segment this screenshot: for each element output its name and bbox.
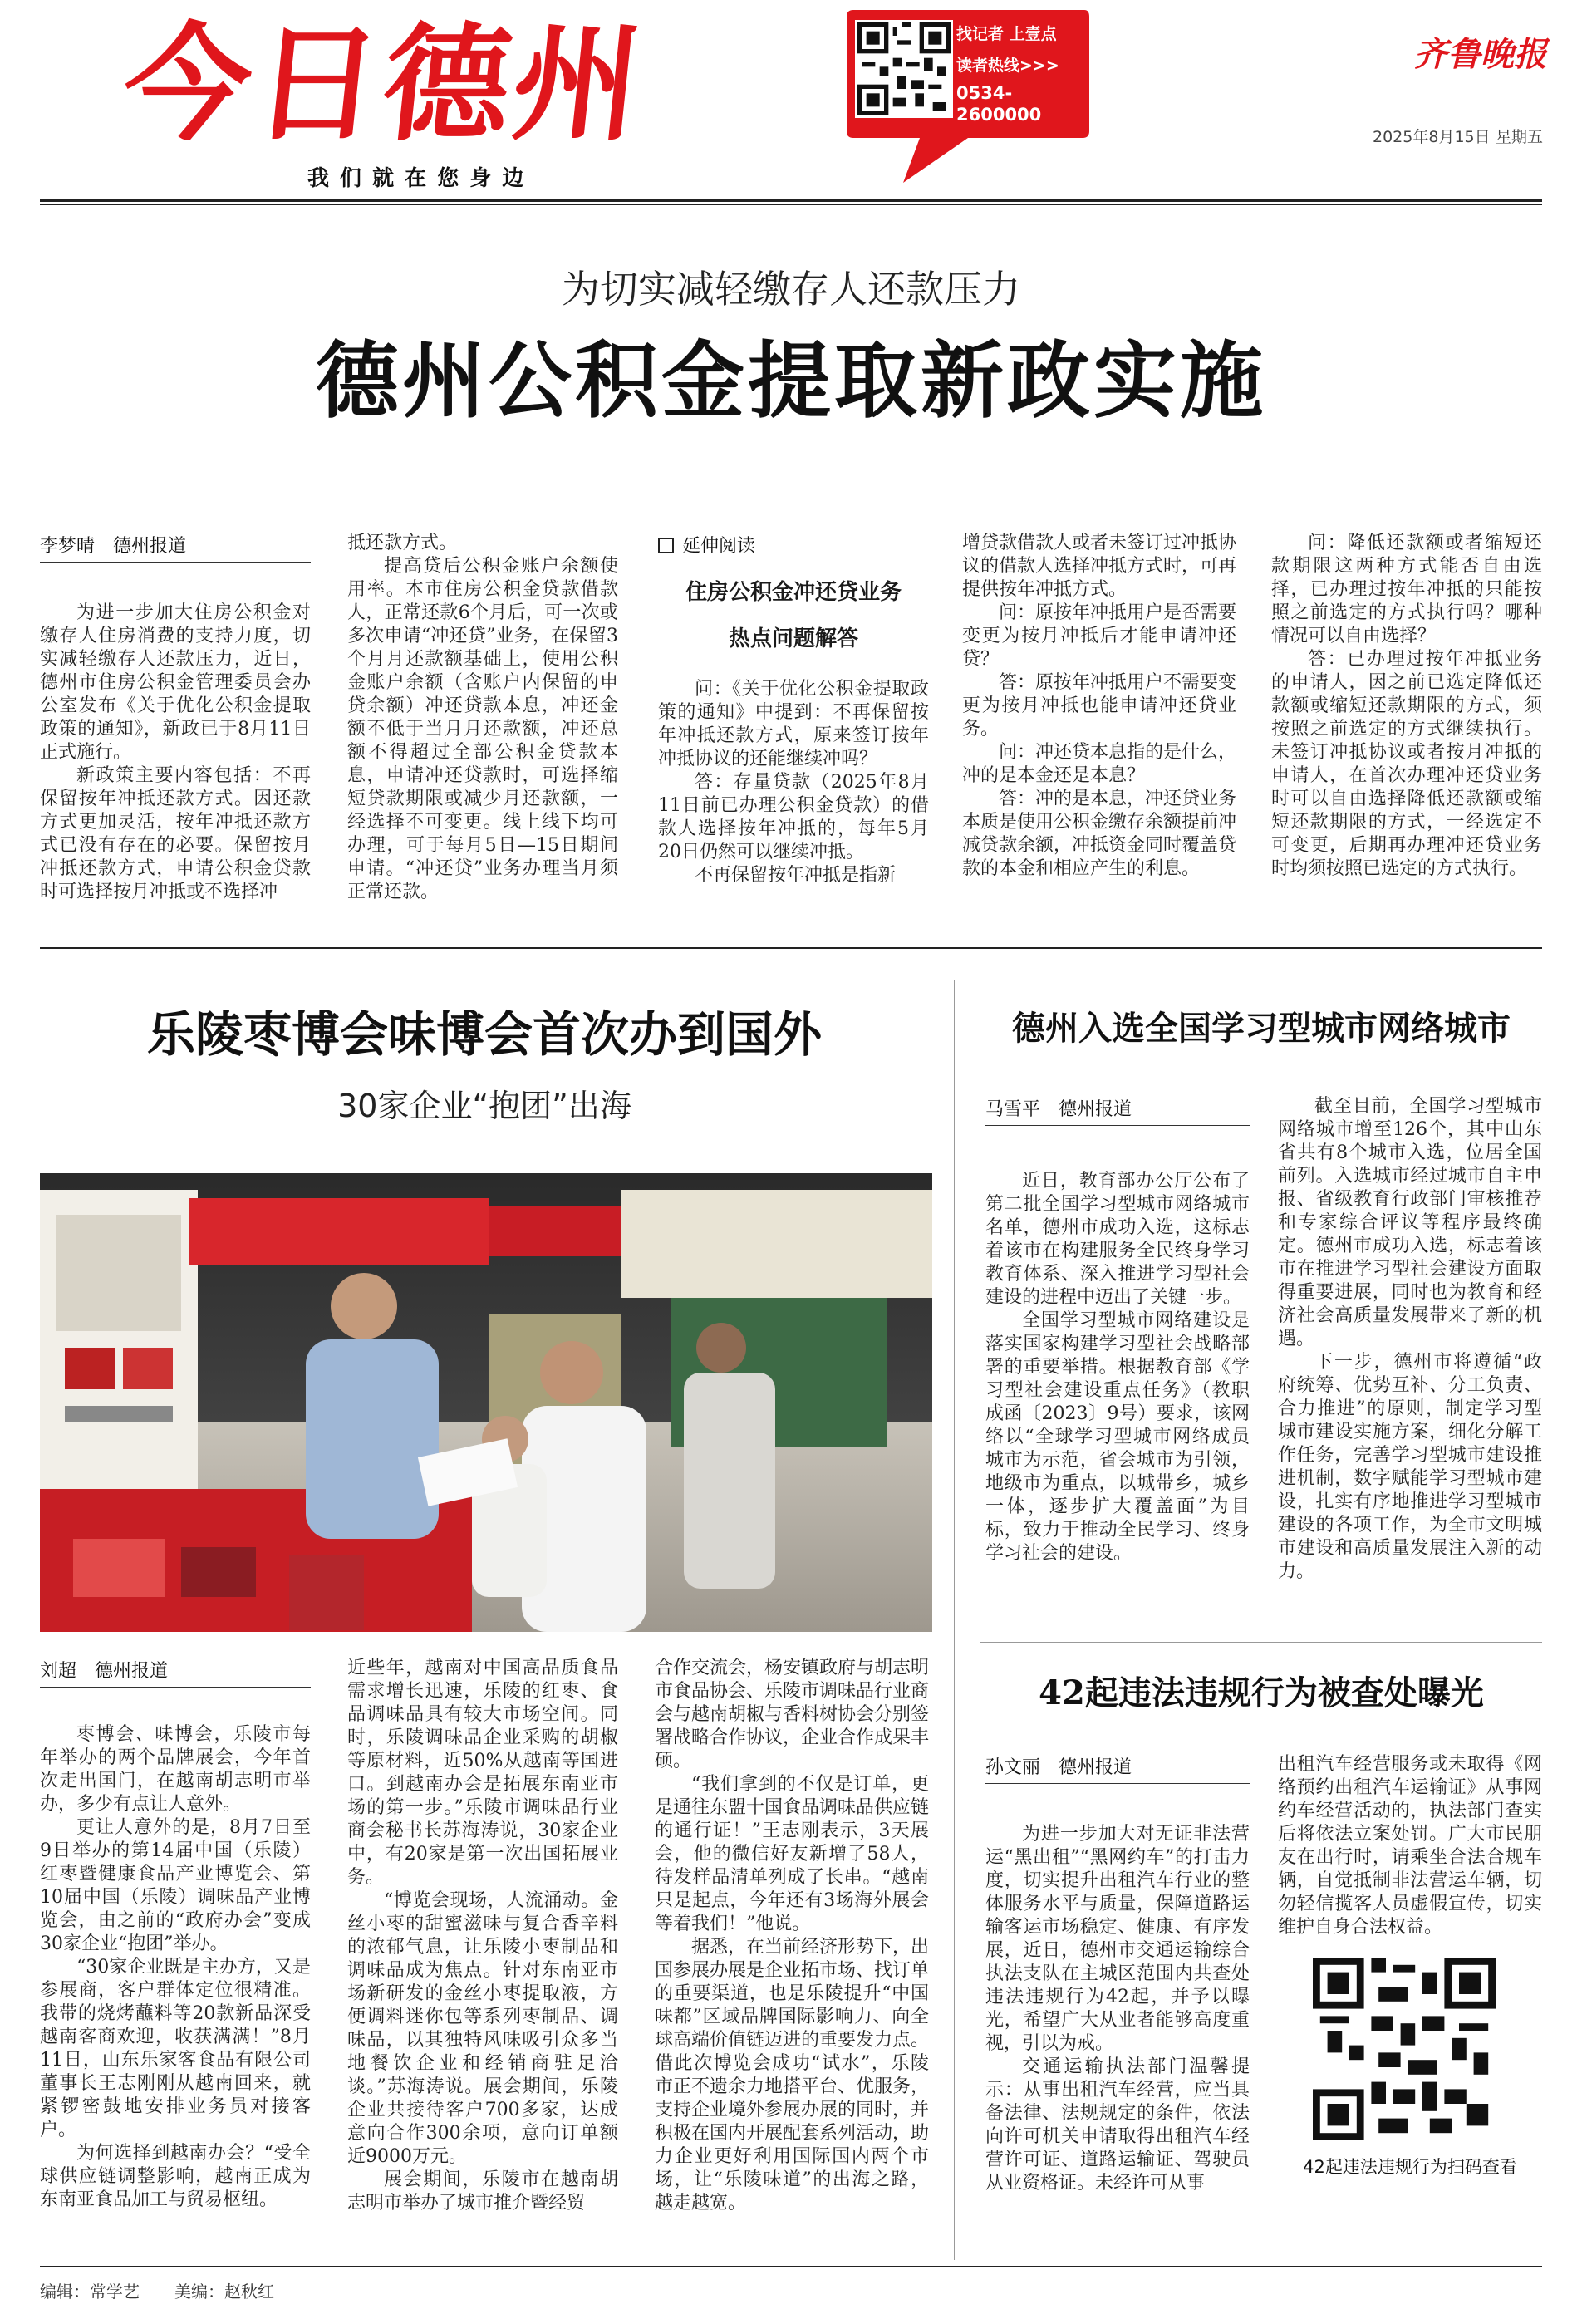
illegal-byline: 孙文丽 德州报道 [985,1757,1132,1778]
issue-weekday: 星期五 [1496,128,1544,146]
expo-subhead: 30家企业“抱团”出海 [337,1088,631,1124]
expo-photo [40,1173,932,1632]
paragraph: 枣博会、味博会，乐陵市每年举办的两个品牌展会，今年首次走出国门，在越南胡志明市举办，多少有点让人意外。 [40,1724,311,1815]
expo-headline: 乐陵枣博会味博会首次办到国外 [146,1006,822,1063]
learning-byline: 马雪平 德州报道 [985,1099,1132,1120]
square-icon [658,538,674,553]
issue-date: 2025年8月15日 [1373,128,1491,146]
paragraph: 近些年，越南对中国高品质食品需求增长迅速，乐陵的红枣、食品调味品具有较大市场空间。同时，乐陵调味品企业采购的胡椒等原材料，近50%从越南等国进口。到越南办会是拓展东南亚市场的第一步。”乐陵市调味品行业商会秘书长苏海涛说，30家企业中，有20家是第一次出国拓展业务。 [347,1658,618,1888]
expo-scene-image [40,1173,932,1632]
paragraph: 抵还款方式。 [347,533,458,553]
sidebar-label-text: 延伸阅读 [682,536,756,557]
paragraph: 答：存量贷款（2025年8月11日前已办理公积金贷款）的借款人选择按年冲抵的，每年5月20日仍然可以继续冲抵。 [658,772,929,862]
paragraph: 不再保留按年冲抵是指新 [695,865,897,886]
byline-rule [40,1687,311,1688]
byline-rule [985,1125,1250,1126]
lead-col-5 [1271,532,1542,881]
paragraph: 下一步，德州市将遵循“政府统筹、优势互补、分工负责、合力推进”的原则，制定学习型城市建设实施方案，细化分解工作任务，完善学习型城市建设推进机制，数字赋能学习型城市建设，扎实有序地推进学习型城市建设的各项工作，为全市文明城市建设和高质量发展注入新的动力。 [1278,1352,1542,1582]
byline-rule [985,1783,1250,1784]
paragraph: 为进一步加大对无证非法营运“黑出租”“黑网约车”的打击力度，切实提升出租汽车行业的整体服务水平与质量，保障道路运输客运市场稳定、健康、有序发展，近日，德州市交通运输综合执法支队在主城区范围内共查处违法违规行为42起，并予以曝光，希望广大从业者能够高度重视，引以为戒。 [985,1824,1250,2054]
learning-col-2 [1278,1095,1542,1584]
footer-editor: 编辑：常学艺 [40,2282,140,2302]
masthead-slogan: 我 们 就 在 您 身 边 [307,166,526,191]
column-divider [954,980,955,2260]
lead-byline: 李梦晴 德州报道 [40,536,187,557]
masthead-rule [40,199,1542,202]
hotline-number-2: 2600000 [956,105,1042,125]
lead-col-1 [40,602,311,904]
lead-col-2 [347,532,618,904]
paragraph: 新政策主要内容包括：不再保留按年冲抵还款方式。因还款方式更加灵活，按年冲抵还款方式已没有存在的必要。保留按月冲抵还款方式，申请公积金贷款时可选择按月冲抵或不选择冲 [40,765,311,902]
sidebar-label [658,532,755,558]
section-divider [40,947,1542,949]
reporter-bubble [843,7,1093,185]
paragraph: 据悉，在当前经济形势下，出国参展办展是企业拓市场、找订单的重要渠道，也是乐陵提升“中国味都”区域品牌国际影响力、向全球高端价值链迈进的重要发力点。借此次博览会成功“试水”，乐陵市正不遗余力地搭平台、优服务，支持企业境外参展办展的同时，并积极在国内开展配套系列活动，助力企业更好利用国际国内两个市场，让“乐陵味道”的出海之路，越走越宽。 [655,1937,930,2213]
expo-byline: 刘超 德州报道 [40,1661,169,1682]
paragraph: 问：《关于优化公积金提取政策的通知》中提到：不再保留按年冲抵还款方式，原来签订按年冲抵协议的还能继续冲吗？ [658,679,929,769]
sidebar-title-2: 热点问题解答 [728,626,858,651]
paragraph: 答：原按年冲抵用户不需要变更为按月冲抵也能申请冲还贷业务。 [962,672,1237,739]
illegal-col-1 [985,1823,1250,2195]
lead-col-3 [658,678,929,887]
paragraph: 增贷款借款人或者未签订过冲抵协议的借款人选择冲抵方式时，可再提供按年冲抵方式。 [962,533,1237,600]
lead-col-4 [962,532,1236,881]
paragraph: 出租汽车经营服务或未取得《网络预约出租汽车运输证》从事网约车经营活动的，执法部门查实后将依法立案处罚。广大市民朋友在出行时，请乘坐合法合规车辆，自觉抵制非法营运车辆，切勿轻信揽客人员虚假宣传，切实维护自身合法权益。 [1278,1754,1542,1938]
paragraph: 问：降低还款额或者缩短还款期限这两种方式能否自由选择，已办理过按年冲抵的只能按照之前选定的方式执行吗？哪种情况可以自由选择？ [1271,533,1542,646]
paragraph: 交通运输执法部门温馨提示：从事出租汽车经营，应当具备法律、法规规定的条件，依法向许可机关申请取得出租汽车经营许可证、道路运输证、驾驶员从业资格证。未经许可从事 [985,2056,1250,2194]
masthead-title: 今日德州 [116,11,651,158]
paragraph: “我们拿到的不仅是订单，更是通往东盟十国食品调味品供应链的通行证！”王志刚表示，3天展会，他的微信好友新增了58人，待发样品清单列成了长串。“越南只是起点，今年还有3场海外展会等着我们！”他说。 [655,1774,930,1934]
paragraph: 更让人意外的是，8月7日至9日举办的第14届中国（乐陵）红枣暨健康食品产业博览会、第10届中国（乐陵）调味品产业博览会，由之前的“政府办会”变成30家企业“抱团”举办。 [40,1817,311,1954]
paragraph: 截至目前，全国学习型城市网络城市增至126个，其中山东省共有8个城市入选，位居全国前列。入选城市经过城市自主申报、省级教育行政部门审核推荐和专家综合评议等程序最终确定。德州市成功入选，标志着该市在推进学习型社会建设方面取得重要进展，同时也为教育和经济社会高质量发展带来了新的机遇。 [1278,1096,1542,1349]
paragraph: 提高贷后公积金账户余额使用率。本市住房公积金贷款借款人，正常还款6个月后，可一次或多次申请“冲还贷”业务，在保留3个月月还款额基础上，使用公积金账户余额（含账户内保留的申贷余额）冲还贷款本息，冲还金额不低于当月月还款额，冲还总额不得超过全部公积金贷款本息，申请冲还贷款时，可选择缩短贷款期限或减少月还款额，一经选择不可变更。线上线下均可办理，可于每月5日—15日期间申请。“冲还贷”业务办理当月须正常还款。 [347,556,618,902]
paragraph: 展会期间，乐陵市在越南胡志明市举办了城市推介暨经贸 [347,2169,618,2213]
masthead-rule-thin [40,204,1542,205]
expo-col-1 [40,1723,311,2212]
paragraph: 全国学习型城市网络建设是落实国家构建学习型社会战略部署的重要举措。根据教育部《学习型社会建设重点任务》（教职成函〔2023〕9号）要求，该网络以“全球学习型城市网络成员城市为示范，省会城市为引领，地级市为重点，以城带乡，城乡一体，逐步扩大覆盖面”为目标，致力于推动全民学习、终身学习社会的建设。 [985,1310,1250,1564]
paragraph: 合作交流会，杨安镇政府与胡志明市食品协会、乐陵市调味品行业商会与越南胡椒与香料树协会分别签署战略合作协议，企业合作成果丰硕。 [655,1658,930,1771]
reporter-label: 找记者 上壹点 [956,25,1057,43]
illegal-qr-code[interactable] [1313,1958,1496,2140]
qr-caption: 42起违法违规行为扫码查看 [1303,2157,1517,2177]
paper-name: 齐鲁晚报 [1414,35,1547,74]
paragraph: 问：冲还贷本息指的是什么，冲的是本金还是本息？ [962,742,1237,786]
illegal-col-2 [1278,1753,1542,1939]
masthead [0,0,1582,216]
learning-headline: 德州入选全国学习型城市网络城市 [1012,1009,1511,1048]
paragraph: 为何选择到越南办会？“受全球供应链调整影响，越南正成为东南亚食品加工与贸易枢纽。 [40,2143,311,2210]
paragraph: 问：原按年冲抵用户是否需要变更为按月冲抵后才能申请冲还贷？ [962,602,1237,670]
byline-rule [40,562,311,563]
paragraph: 答：冲的是本息，冲还贷业务本质是使用公积金缴存余额提前冲减贷款余额，冲抵资金同时覆盖贷款的本金和相应产生的利息。 [962,789,1237,879]
paragraph: “30家企业既是主办方，又是参展商，客户群体定位很精准。我带的烧烤蘸料等20款新品深受越南客商欢迎，收获满满！”8月11日，山东乐家客食品有限公司董事长王志刚刚从越南回来，就紧锣密鼓地安排业务员对接客户。 [40,1957,311,2140]
footer-designer: 美编：赵秋红 [174,2282,274,2302]
footer-rule [40,2266,1542,2267]
section-divider [980,1642,1542,1643]
reporter-qr-code[interactable] [855,20,953,118]
lead-kicker: 为切实减轻缴存人还款压力 [562,267,1020,312]
qr-icon [857,22,951,115]
hotline-label: 读者热线>>> [956,57,1059,75]
illegal-headline: 42起违法违规行为被查处曝光 [1039,1673,1484,1712]
expo-col-3 [655,1657,929,2215]
sidebar-title-1: 住房公积金冲还贷业务 [685,580,902,605]
hotline-number-1: 0534- [956,83,1013,103]
paragraph: 为进一步加大住房公积金对缴存人住房消费的支持力度，切实减轻缴存人还款压力，近日，德州市住房公积金管理委员会办公室发布《关于优化公积金提取政策的通知》，新政已于8月11日正式施行。 [40,602,311,763]
paragraph: 答：已办理过按年冲抵业务的申请人，因之前已选定降低还款额或缩短还款期限的方式，须按照之前选定的方式继续执行。未签订冲抵协议或者按月冲抵的申请人，在首次办理冲还贷业务时可以自由选择降低还款额或缩短还款期限的方式，一经选定不可变更，后期再办理冲还贷业务时均须按照已选定的方式执行。 [1271,649,1542,879]
expo-col-2 [347,1657,618,2215]
lead-headline: 德州公积金提取新政实施 [316,332,1266,430]
paragraph: “博览会现场，人流涌动。金丝小枣的甜蜜滋味与复合香辛料的浓郁气息，让乐陵小枣制品和调味品成为焦点。针对东南亚市场新研发的金丝小枣提取液，方便调料迷你包等系列枣制品、调味品，以其独特风味吸引众多当地餐饮企业和经销商驻足洽谈。”苏海涛说。展会期间，乐陵企业共接待客户700多家，达成意向合作300余项，意向订单额近9000万元。 [347,1890,618,2167]
qr-icon [1313,1958,1496,2140]
paragraph: 近日，教育部办公厅公布了第二批全国学习型城市网络城市名单，德州市成功入选，这标志着该市在构建服务全民终身学习教育体系、深入推进学习型社会建设的进程中迈出了关键一步。 [985,1171,1250,1308]
learning-col-1 [985,1170,1250,1565]
